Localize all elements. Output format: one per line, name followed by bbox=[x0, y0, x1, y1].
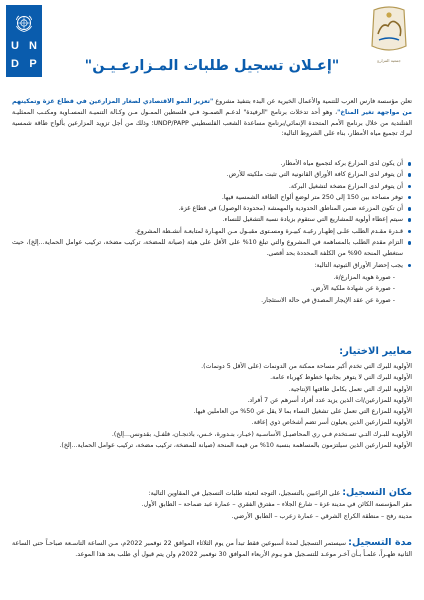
document-item: - صورة عن عقد الإيجار المصدق في حالة الاستئجار. bbox=[261, 296, 395, 304]
criteria-item: الأولوية للبرك التي تعمل بكامل طاقتها الإنتاجية. bbox=[288, 385, 412, 393]
location-lead-line bbox=[12, 487, 412, 499]
duration-body: سيستمر التسجيل لمدة أسبوعين فقط تبدأ من يوم الثلاثاء الموافق 22 نوفمبر 2022م، مـن الساعة التاسـعة صباحـاً حتى الساعة الثانية ظهـراً، علمـاً بـأن آخـر موعـد للتسـجيل هـو يـوم الأربعاء الموافق 30 نوفمبر 2022م ولن يتم قبول أي طلب بعد هذا الموعد. bbox=[12, 540, 412, 559]
undp-letter-u: U bbox=[11, 40, 19, 52]
location-lead: على الراغبين بالتسجيل، التوجه لتعبئة طلبات التسجيل في المقاوين التالية: bbox=[148, 490, 341, 497]
farmers-association-logo bbox=[364, 4, 414, 58]
farmers-logo-caption: جمعية المزارع bbox=[377, 58, 401, 63]
document-item: - صورة هوية المزارع/ة. bbox=[333, 273, 395, 281]
undp-letter-n: N bbox=[29, 40, 37, 52]
duration-paragraph bbox=[12, 537, 412, 561]
condition-item-documents bbox=[12, 260, 412, 306]
criteria-item: الأولويـة للبـرك التـي تسـتخدم فـي ري المحاصيـل الأساسـية (خيـار، بنـدورة، خـس، باذنجـان، فلفـل، بقدونس...إلخ). bbox=[111, 430, 412, 438]
condition-item: أن يكون لدى المزارع بركة لتجميع مياه الأمطار. bbox=[12, 158, 412, 169]
intro-text-2: ، وهو أحد تدخلات برنامج "الرفيدة" لدعـم الصمـود فـي فلسطين الممـول مـن وكـالة التنميـة النمسـاوية ومكتـب الممثليـة الفنلندية من خلال برنامج الأمم المتحدة الإنمائي/برنامج مساعدة الشعب الفلسطيني UNDP/PAPP؛ وذلك من أجل تزويد المزارعين بألواح طاقة شمسية لبرك تجميع مياه الأمطار، بناء على الشروط التالية: bbox=[12, 108, 413, 138]
criteria-item: الأولوية للمزارعين الذين سيلتزمون بالمساهمة بنسبة 10% من قيمة المنحة (صيانة للمضخة، تركيب مضخة، تركيب عوامل الحماية...إلخ). bbox=[59, 442, 412, 450]
condition-item: سيتم إعطاء أولوية للمشاريع التي ستقوم بزيادة نسبة التشغيل للنساء. bbox=[12, 214, 412, 225]
project-name: "تعزيز النمو الاقتصادي لصغار المزارعين في قطاع غزة وتمكينهم من مواجهة تغير المناخ" bbox=[12, 98, 412, 116]
intro-text-1: تعلن مؤسسة فارس العرب للتنمية والأعمال الخيرية عن البدء بتنفيذ مشروع bbox=[213, 98, 412, 105]
condition-item: توفر مساحة بين 150 إلى 250 متر لوضع ألواح الطاقة الشمسية فيها. bbox=[12, 192, 412, 203]
condition-item: قـدرة مقـدم الطلب علـى إظهـار رغبـة كبيـرة ومسـتوى مقبـول مـن المهـارة لمتابعـة أنشـطة المشروع. bbox=[12, 226, 412, 237]
criteria-item: الأولوية للبرك التي لا يتوفر بجانبها خطوط كهرباء عامة. bbox=[270, 374, 412, 382]
condition-item: أن تكون المزرعة ضمن المناطق الحدودية والمهمشة (محدودة الوصول) في قطاع غزة. bbox=[12, 203, 412, 214]
un-emblem-icon bbox=[14, 13, 34, 33]
location-section bbox=[12, 487, 412, 522]
documents-list bbox=[12, 272, 403, 306]
condition-item: أن يتوفر لدى المزارع مضخة لتشغيل البركة. bbox=[12, 181, 412, 192]
criteria-item: الأولوية للمزارعين/ات الذين يزيد عدد أفراد أسرهم عن 7 أفراد. bbox=[247, 396, 412, 404]
page-title: "إعـلان تسجيل طلبات المـزارعـيـن" bbox=[84, 58, 340, 74]
duration-section bbox=[12, 537, 412, 561]
conditions-list bbox=[12, 158, 412, 306]
criteria-item: الأولوية للبرك التي تخدم أكبر مساحة ممكنة من الدونمات (على الأقل 5 دونمات). bbox=[201, 363, 412, 370]
location-heading: مكان التسجيل: bbox=[342, 487, 412, 498]
undp-letter-p: P bbox=[29, 58, 37, 70]
criteria-item: الأولوية للمزارع التي تعمل على تشغيل النساء بما لا يقل عن 50% من العاملين فيها. bbox=[193, 408, 412, 416]
documents-intro: يجب إحضار الأوراق الثبوتية التالية: bbox=[314, 261, 403, 269]
undp-letter-d: D bbox=[11, 58, 19, 70]
criteria-item: الأولوية للمزارعين الذين يعيلون أسر تضم أشخاص ذوي إعاقة. bbox=[251, 419, 412, 427]
location-line: مدينة رفح – منطقة الكراج الشرقي – عمارة زعرب – الطابق الأرضي. bbox=[231, 512, 412, 520]
duration-heading: مدة التسجيل: bbox=[348, 537, 412, 548]
criteria-heading: معايير الاختيار: bbox=[339, 346, 412, 357]
intro-paragraph bbox=[12, 97, 412, 140]
undp-logo bbox=[6, 5, 42, 77]
condition-item: التزام مقدم الطلب بالمساهمة في المشروع والتي تبلغ 10% على الأقل على هيئة (صيانة للمضخة، تركيب مضخة، تركيب عوامل الحماية...إلخ)، حيث ستغطي المنحة 90% من الكلفة المحددة بحد أقصى. bbox=[12, 237, 412, 260]
document-item: - صورة عن شهادة ملكية الأرض. bbox=[310, 285, 395, 293]
criteria-list bbox=[12, 361, 412, 451]
condition-item: أن يتوفر لدى المزارع كافة الأوراق القانونية التي تثبت ملكيته للأرض. bbox=[12, 169, 412, 180]
location-line: مقر المؤسسة الكائن في مدينة غزة – شارع الجلاء – مفترق الفقري – عمارة عبد ضماحة – الطابق الأول. bbox=[141, 501, 412, 509]
